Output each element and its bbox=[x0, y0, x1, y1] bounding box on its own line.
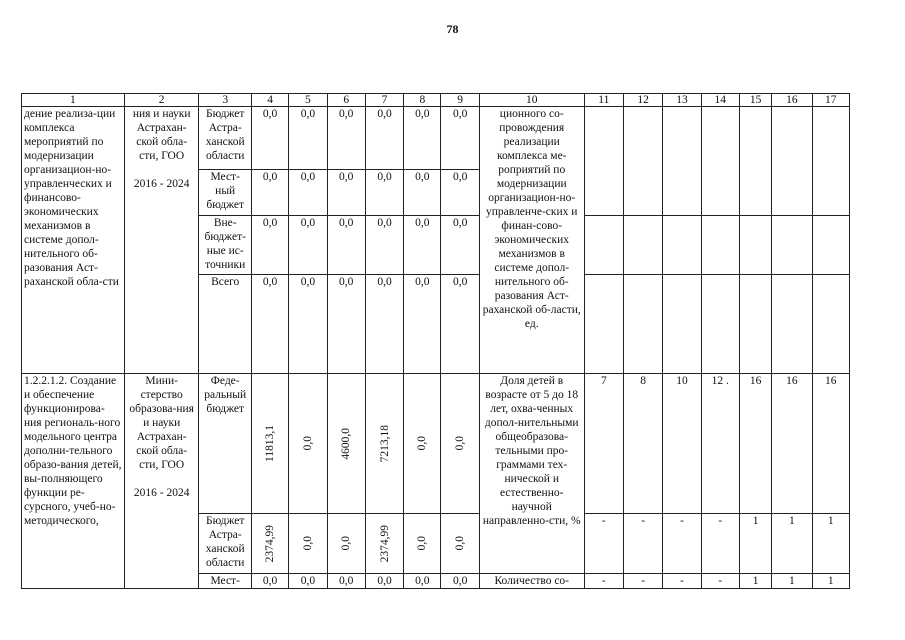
value-cell: 0,0 bbox=[441, 216, 479, 275]
target-cell bbox=[624, 107, 663, 216]
executor-name: ния и науки Астрахан-ской обла-сти, ГОО bbox=[132, 108, 191, 162]
value-cell: 0,0 bbox=[441, 275, 479, 374]
target-cell: - bbox=[624, 514, 663, 574]
value-text: 2374,99 bbox=[378, 524, 391, 563]
column-number-row bbox=[22, 94, 850, 107]
page-number: 78 bbox=[446, 22, 459, 36]
target-cell: 1 bbox=[772, 514, 812, 574]
executor-cell bbox=[124, 107, 199, 374]
value-text: 0,0 bbox=[454, 436, 467, 451]
target-cell bbox=[663, 107, 701, 216]
target-cell bbox=[584, 107, 623, 216]
target-cell bbox=[772, 216, 812, 275]
value-text: 11813,1 bbox=[264, 425, 277, 462]
target-cell: - bbox=[584, 514, 623, 574]
funding-source: Всего bbox=[199, 275, 251, 374]
value-cell: 0,0 bbox=[404, 216, 441, 275]
value-cell: 0,0 bbox=[327, 170, 365, 216]
target-cell bbox=[663, 275, 701, 374]
col-header: 13 bbox=[663, 94, 701, 107]
value-cell: 0,0 bbox=[251, 170, 288, 216]
value-cell: 0,0 bbox=[404, 574, 441, 589]
value-cell bbox=[404, 374, 441, 514]
indicator-name: Доля детей в возрасте от 5 до 18 лет, охва-ченных допол-нительными общеобразова-тельными про-граммами тех-нической и естественно-научной направленно-сти, % bbox=[479, 374, 584, 574]
target-cell: 1 bbox=[812, 514, 849, 574]
executor-cell bbox=[124, 374, 199, 589]
col-header: 15 bbox=[739, 94, 771, 107]
value-cell: 0,0 bbox=[404, 107, 441, 170]
target-cell bbox=[701, 216, 739, 275]
value-cell bbox=[441, 374, 479, 514]
col-header: 16 bbox=[772, 94, 812, 107]
indicator-name: Количество со- bbox=[479, 574, 584, 589]
col-header: 3 bbox=[199, 94, 251, 107]
col-header: 5 bbox=[289, 94, 327, 107]
table-row bbox=[22, 107, 850, 170]
value-cell: 0,0 bbox=[327, 107, 365, 170]
target-cell bbox=[584, 216, 623, 275]
value-cell bbox=[327, 514, 365, 574]
target-cell bbox=[701, 275, 739, 374]
value-text: 0,0 bbox=[340, 536, 353, 551]
value-cell bbox=[365, 374, 403, 514]
funding-source: Вне-бюджет-ные ис-точники bbox=[199, 216, 251, 275]
value-cell: 0,0 bbox=[251, 107, 288, 170]
col-header: 1 bbox=[22, 94, 125, 107]
value-cell: 0,0 bbox=[327, 275, 365, 374]
value-text: 4600,0 bbox=[340, 427, 353, 460]
col-header: 17 bbox=[812, 94, 849, 107]
value-cell: 0,0 bbox=[289, 275, 327, 374]
target-cell: 16 bbox=[772, 374, 812, 514]
activity-description: дение реализа-ции комплекса мероприятий по модернизации организацион-но-управленческих и финансово-экономических механизмов в системе допол-нительного об-разования Аст-раханской обла-сти bbox=[22, 107, 125, 374]
period: 2016 - 2024 bbox=[133, 487, 190, 499]
value-cell: 0,0 bbox=[289, 107, 327, 170]
value-cell: 0,0 bbox=[365, 216, 403, 275]
target-cell: - bbox=[663, 574, 701, 589]
funding-source: Мест-ный бюджет bbox=[199, 170, 251, 216]
value-cell bbox=[441, 514, 479, 574]
target-cell bbox=[812, 275, 849, 374]
col-header: 12 bbox=[624, 94, 663, 107]
value-cell: 0,0 bbox=[289, 170, 327, 216]
target-cell: 16 bbox=[812, 374, 849, 514]
value-cell: 0,0 bbox=[251, 275, 288, 374]
value-cell: 0,0 bbox=[365, 107, 403, 170]
value-text: 7213,18 bbox=[378, 424, 391, 463]
col-header: 4 bbox=[251, 94, 288, 107]
target-cell: - bbox=[624, 574, 663, 589]
target-cell: - bbox=[663, 514, 701, 574]
target-cell: - bbox=[701, 574, 739, 589]
target-cell bbox=[624, 216, 663, 275]
col-header: 7 bbox=[365, 94, 403, 107]
value-cell: 0,0 bbox=[365, 275, 403, 374]
col-header: 9 bbox=[441, 94, 479, 107]
col-header: 6 bbox=[327, 94, 365, 107]
target-cell: 10 bbox=[663, 374, 701, 514]
target-cell: 7 bbox=[584, 374, 623, 514]
target-cell: 1 bbox=[739, 574, 771, 589]
value-cell bbox=[251, 374, 288, 514]
funding-source: Мест- bbox=[199, 574, 251, 589]
value-cell bbox=[404, 514, 441, 574]
value-cell: 0,0 bbox=[365, 170, 403, 216]
program-table bbox=[21, 93, 850, 589]
col-header: 10 bbox=[479, 94, 584, 107]
value-cell bbox=[289, 514, 327, 574]
value-cell: 0,0 bbox=[441, 170, 479, 216]
target-cell bbox=[812, 216, 849, 275]
value-cell: 0,0 bbox=[289, 574, 327, 589]
target-cell: - bbox=[584, 574, 623, 589]
funding-source: Бюджет Астра-ханской области bbox=[199, 514, 251, 574]
value-cell: 0,0 bbox=[289, 216, 327, 275]
target-cell: 8 bbox=[624, 374, 663, 514]
value-cell: 0,0 bbox=[404, 170, 441, 216]
target-cell bbox=[739, 216, 771, 275]
funding-source: Бюджет Астра-ханской области bbox=[199, 107, 251, 170]
value-cell: 0,0 bbox=[441, 107, 479, 170]
value-cell bbox=[327, 374, 365, 514]
value-text: 0,0 bbox=[416, 536, 429, 551]
period: 2016 - 2024 bbox=[133, 178, 190, 190]
col-header: 14 bbox=[701, 94, 739, 107]
target-cell bbox=[772, 275, 812, 374]
value-cell: 0,0 bbox=[327, 574, 365, 589]
col-header: 11 bbox=[584, 94, 623, 107]
value-cell bbox=[251, 514, 288, 574]
value-text: 0,0 bbox=[301, 536, 314, 551]
target-cell bbox=[739, 275, 771, 374]
col-header: 2 bbox=[124, 94, 199, 107]
target-cell bbox=[663, 216, 701, 275]
target-cell bbox=[739, 107, 771, 216]
value-cell: 0,0 bbox=[404, 275, 441, 374]
target-cell bbox=[701, 107, 739, 216]
target-cell: 1 bbox=[772, 574, 812, 589]
funding-source: Феде-ральный бюджет bbox=[199, 374, 251, 514]
table-row bbox=[22, 374, 850, 514]
target-cell bbox=[624, 275, 663, 374]
value-text: 0,0 bbox=[454, 536, 467, 551]
value-cell: 0,0 bbox=[251, 574, 288, 589]
value-cell bbox=[289, 374, 327, 514]
target-cell bbox=[812, 107, 849, 216]
value-text: 0,0 bbox=[416, 436, 429, 451]
target-cell: 1 bbox=[812, 574, 849, 589]
value-cell bbox=[365, 514, 403, 574]
value-cell: 0,0 bbox=[365, 574, 403, 589]
target-cell bbox=[584, 275, 623, 374]
value-text: 0,0 bbox=[301, 436, 314, 451]
target-cell: 12 . bbox=[701, 374, 739, 514]
executor-name: Мини-стерство образова-ния и науки Астрахан-ской обла-сти, ГОО bbox=[129, 375, 194, 471]
target-cell: 16 bbox=[739, 374, 771, 514]
target-cell bbox=[772, 107, 812, 216]
value-cell: 0,0 bbox=[327, 216, 365, 275]
indicator-name: ционного со-провождения реализации комплекса ме-роприятий по модернизации организацион-но-управленче-ских и финан-сово-экономических механизмов в системе допол-нительного об-разования Аст-раханской об-ласти, ед. bbox=[479, 107, 584, 374]
value-cell: 0,0 bbox=[251, 216, 288, 275]
col-header: 8 bbox=[404, 94, 441, 107]
target-cell: 1 bbox=[739, 514, 771, 574]
target-cell: - bbox=[701, 514, 739, 574]
value-text: 2374,99 bbox=[264, 524, 277, 563]
activity-description: 1.2.2.1.2. Создание и обеспечение функционирова-ния региональ-ного модельного центра дополни-тельного образо-вания детей, вы-полняющего функции ре-сурсного, учеб-но-методического, bbox=[22, 374, 125, 589]
value-cell: 0,0 bbox=[441, 574, 479, 589]
